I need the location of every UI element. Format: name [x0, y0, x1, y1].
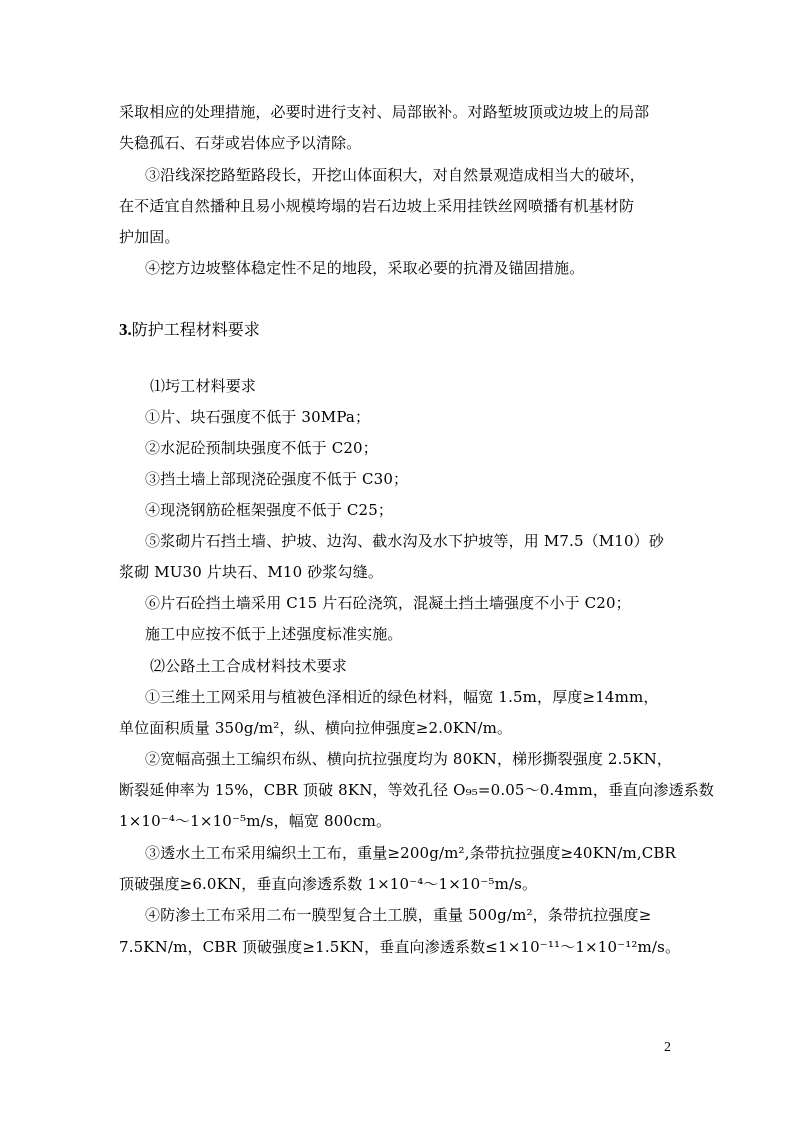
paragraph-line: 采取相应的处理措施，必要时进行支衬、局部嵌补。对路堑坡顶或边坡上的局部: [119, 103, 650, 121]
list-item: ③透水土工布采用编织土工布，重量≥200g/m²,条带抗拉强度≥40KN/m,CBR: [145, 844, 676, 862]
heading-number: 3.: [119, 320, 132, 339]
section-heading: [119, 320, 260, 340]
paragraph-line: 失稳孤石、石芽或岩体应予以清除。: [119, 134, 362, 152]
subsection-title: ⑴圬工材料要求: [150, 377, 257, 395]
list-item: ①三维土工网采用与植被色泽相近的绿色材料，幅宽 1.5m，厚度≥14mm，: [145, 688, 659, 706]
paragraph-line: 在不适宜自然播种且易小规模垮塌的岩石边坡上采用挂铁丝网喷播有机基材防: [119, 197, 635, 215]
list-item: ⑤浆砌片石挡土墙、护坡、边沟、截水沟及水下护坡等，用 M7.5（M10）砂: [145, 532, 664, 550]
list-item: 7.5KN/m，CBR 顶破强度≥1.5KN，垂直向渗透系数≤1×10⁻¹¹～1×10⁻¹²m/s。: [119, 938, 681, 956]
paragraph-line: ④挖方边坡整体稳定性不足的地段，采取必要的抗滑及锚固措施。: [145, 259, 585, 277]
list-item: 单位面积质量 350g/m²，纵、横向拉伸强度≥2.0KN/m。: [119, 719, 513, 737]
subsection-title: ⑵公路土工合成材料技术要求: [150, 657, 347, 675]
list-item: ③挡土墙上部现浇砼强度不低于 C30；: [145, 470, 409, 488]
list-item: ④防渗土工布采用二布一膜型复合土工膜，重量 500g/m²，条带抗拉强度≥: [145, 906, 652, 924]
list-item: ②水泥砼预制块强度不低于 C20；: [145, 439, 378, 457]
list-item: ④现浇钢筋砼框架强度不低于 C25；: [145, 501, 394, 519]
list-item: 施工中应按不低于上述强度标准实施。: [145, 625, 403, 643]
paragraph-line: ③沿线深挖路堑路段长，开挖山体面积大，对自然景观造成相当大的破坏，: [145, 166, 645, 184]
list-item: 1×10⁻⁴～1×10⁻⁵m/s，幅宽 800cm。: [119, 812, 392, 830]
paragraph-line: 护加固。: [119, 228, 180, 246]
list-item: ②宽幅高强土工编织布纵、横向抗拉强度均为 80KN，梯形撕裂强度 2.5KN，: [145, 750, 672, 768]
list-item: 断裂延伸率为 15%，CBR 顶破 8KN，等效孔径 O₉₅=0.05～0.4mm，垂直向渗透系数: [119, 781, 715, 799]
heading-title: 防护工程材料要求: [131, 320, 260, 339]
list-item: ⑥片石砼挡土墙采用 C15 片石砼浇筑，混凝土挡土墙强度不小于 C20；: [145, 594, 631, 612]
list-item: 浆砌 MU30 片块石、M10 砂浆勾缝。: [119, 563, 383, 581]
list-item: 顶破强度≥6.0KN，垂直向渗透系数 1×10⁻⁴～1×10⁻⁵m/s。: [119, 875, 538, 893]
page-number: 2: [664, 1040, 671, 1055]
list-item: ①片、块石强度不低于 30MPa；: [145, 408, 371, 426]
